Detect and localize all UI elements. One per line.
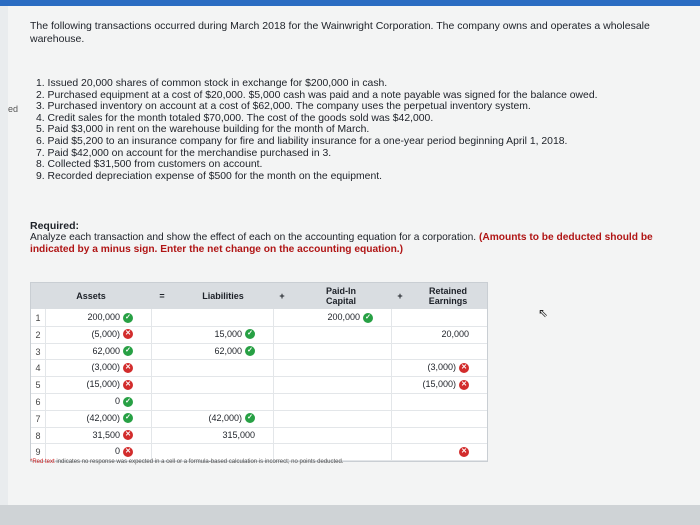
col-divider bbox=[391, 309, 392, 461]
table-cell-liab[interactable] bbox=[173, 329, 255, 340]
check-icon: ✓ bbox=[123, 413, 133, 423]
row-divider bbox=[31, 343, 487, 344]
table-cell-ret[interactable] bbox=[409, 446, 469, 457]
row-number: 5 bbox=[35, 380, 41, 391]
row-divider bbox=[31, 359, 487, 360]
table-cell-liab[interactable] bbox=[173, 413, 255, 424]
cell-value: (15,000) bbox=[86, 379, 120, 390]
header-retained-earnings: Retained Earnings bbox=[409, 283, 487, 309]
check-icon: ✓ bbox=[123, 313, 133, 323]
required-text bbox=[30, 232, 698, 256]
row-number: 2 bbox=[35, 329, 41, 340]
table-cell-assets[interactable] bbox=[45, 446, 133, 457]
cell-value: 31,500 bbox=[92, 429, 120, 440]
row-divider bbox=[31, 427, 487, 428]
row-number: 1 bbox=[35, 313, 41, 323]
transaction-item: 5. Paid $3,000 in rent on the warehouse building for the month of March. bbox=[36, 124, 370, 136]
header-paid-in-capital: Paid-In Capital bbox=[291, 283, 391, 309]
table-cell-assets[interactable] bbox=[45, 329, 133, 340]
transaction-item: 8. Collected $31,500 from customers on account. bbox=[36, 159, 263, 171]
cell-value: 20,000 bbox=[441, 328, 469, 339]
cell-value: 0 bbox=[114, 396, 120, 406]
x-icon: ✕ bbox=[459, 447, 469, 457]
row-number: 8 bbox=[35, 430, 41, 441]
cell-value: 200,000 bbox=[327, 312, 360, 322]
cell-value: 315,000 bbox=[222, 429, 255, 440]
table-cell-liab[interactable] bbox=[173, 430, 255, 440]
cell-value: (5,000) bbox=[91, 328, 120, 339]
header-plus-2: + bbox=[391, 283, 409, 309]
cell-value: 62,000 bbox=[214, 345, 242, 356]
header-equals: = bbox=[151, 283, 173, 309]
transaction-item: 9. Recorded depreciation expense of $500 for the month on the equipment. bbox=[36, 170, 383, 182]
cell-value: (15,000) bbox=[422, 379, 456, 390]
transaction-item: 4. Credit sales for the month totaled $70,000. The cost of the goods sold was $42,000. bbox=[36, 112, 434, 124]
cell-value: 62,000 bbox=[92, 345, 120, 356]
cell-value: 0 bbox=[114, 446, 120, 457]
required-title: Required: bbox=[30, 220, 80, 232]
table-cell-assets[interactable] bbox=[45, 379, 133, 390]
question-page bbox=[8, 6, 700, 511]
row-divider bbox=[31, 393, 487, 394]
accounting-equation-table bbox=[30, 282, 488, 462]
x-icon: ✕ bbox=[459, 380, 469, 390]
required-instruction: Analyze each transaction and show the effect of each on the accounting equation for a corporation. bbox=[30, 232, 477, 243]
cell-value: (42,000) bbox=[86, 412, 120, 423]
table-cell-assets[interactable] bbox=[45, 413, 133, 424]
transaction-item: 2. Purchased equipment at a cost of $20,000. $5,000 cash was paid and a note payable was signed for the balance owed. bbox=[36, 89, 598, 101]
header-assets: Assets bbox=[31, 283, 151, 309]
transaction-item: 7. Paid $42,000 on account for the merchandise purchased in 3. bbox=[36, 147, 332, 159]
header-plus-1: + bbox=[273, 283, 291, 309]
col-divider bbox=[273, 309, 274, 461]
check-icon: ✓ bbox=[123, 397, 133, 407]
transaction-item: 1. Issued 20,000 shares of common stock in exchange for $200,000 in cash. bbox=[36, 78, 388, 89]
intro-text: The following transactions occurred during March 2018 for the Wainwright Corporation. The company owns and operates a wholesale warehouse. bbox=[30, 20, 650, 45]
row-divider bbox=[31, 376, 487, 377]
row-number: 6 bbox=[35, 397, 41, 407]
left-edge-text: ed bbox=[8, 104, 19, 114]
row-divider bbox=[31, 410, 487, 411]
x-icon: ✕ bbox=[123, 329, 133, 339]
table-cell-ret[interactable] bbox=[409, 379, 469, 390]
transaction-item: 3. Purchased inventory on account at a cost of $62,000. The company uses the perpetual inventory system. bbox=[36, 101, 531, 113]
row-divider bbox=[31, 326, 487, 327]
row-number: 9 bbox=[35, 447, 41, 458]
check-icon: ✓ bbox=[363, 313, 373, 323]
transaction-list bbox=[36, 78, 696, 182]
x-icon: ✕ bbox=[459, 363, 469, 373]
footnote: *Red text indicates no response was expected in a cell or a formula-based calculation is incorrect; no points deducted. bbox=[30, 459, 344, 465]
mouse-cursor-icon: ⇖ bbox=[538, 306, 549, 320]
row-number: 4 bbox=[35, 363, 41, 374]
table-cell-ret[interactable] bbox=[409, 329, 469, 339]
check-icon: ✓ bbox=[123, 346, 133, 356]
x-icon: ✕ bbox=[123, 380, 133, 390]
x-icon: ✕ bbox=[123, 363, 133, 373]
cell-value: 200,000 bbox=[87, 312, 120, 322]
table-cell-assets[interactable] bbox=[45, 396, 133, 407]
table-cell-ret[interactable] bbox=[409, 362, 469, 373]
check-icon: ✓ bbox=[245, 346, 255, 356]
screen-bezel bbox=[0, 505, 700, 525]
row-number: 7 bbox=[35, 413, 41, 424]
cell-value: (3,000) bbox=[427, 362, 456, 373]
header-liabilities: Liabilities bbox=[173, 283, 273, 309]
table-cell-assets[interactable] bbox=[45, 346, 133, 357]
transaction-item: 6. Paid $5,200 to an insurance company for fire and liability insurance for a one-year period beginning April 1, 2018. bbox=[36, 135, 568, 147]
table-cell-paid[interactable] bbox=[291, 312, 373, 323]
cell-value: 15,000 bbox=[214, 328, 242, 339]
cell-value: (3,000) bbox=[91, 362, 120, 373]
table-cell-assets[interactable] bbox=[45, 430, 133, 441]
row-number: 3 bbox=[35, 346, 41, 357]
cell-value: (42,000) bbox=[208, 412, 242, 423]
check-icon: ✓ bbox=[245, 413, 255, 423]
x-icon: ✕ bbox=[123, 447, 133, 457]
col-divider bbox=[151, 309, 152, 461]
table-cell-assets[interactable] bbox=[45, 362, 133, 373]
row-divider bbox=[31, 443, 487, 444]
table-cell-liab[interactable] bbox=[173, 346, 255, 357]
x-icon: ✕ bbox=[123, 430, 133, 440]
table-cell-assets[interactable] bbox=[45, 312, 133, 323]
required-note: (Amounts to be deducted should be indicated by a minus sign. Enter the net change on the accounting equation.) bbox=[30, 232, 653, 255]
check-icon: ✓ bbox=[245, 329, 255, 339]
